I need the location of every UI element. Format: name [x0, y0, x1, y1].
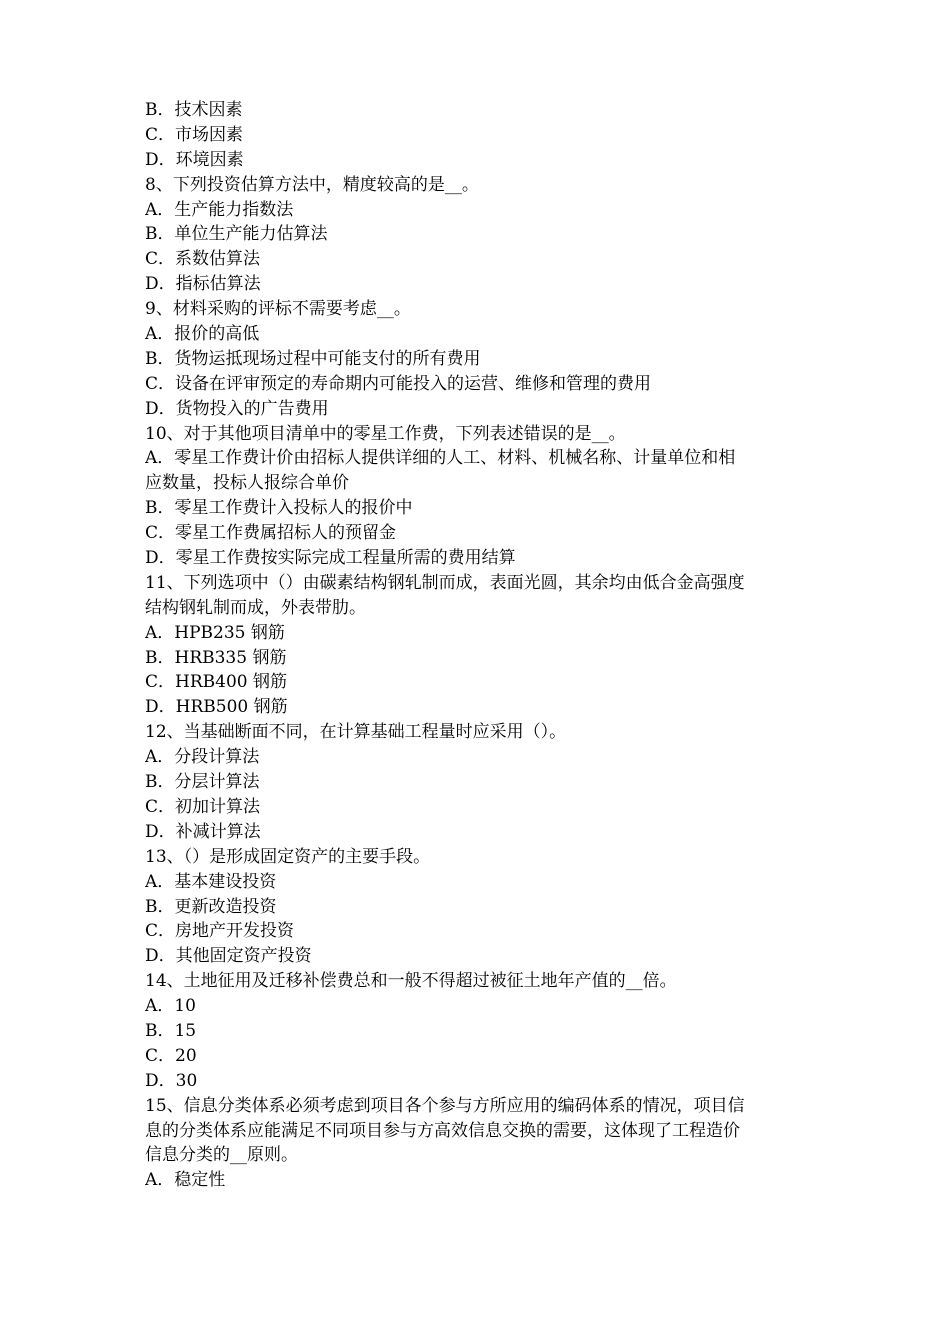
text-line: D．零星工作费按实际完成工程量所需的费用结算	[145, 548, 516, 569]
text-line: A．稳定性	[145, 1170, 226, 1191]
text-line: B．单位生产能力估算法	[145, 224, 328, 245]
text-line: C．零星工作费属招标人的预留金	[145, 523, 397, 544]
text-line: 信息分类的__原则。	[145, 1145, 298, 1166]
text-line: A．报价的高低	[145, 324, 260, 345]
text-line: 11、下列选项中（）由碳素结构钢轧制而成，表面光圆，其余均由低合金高强度	[145, 572, 745, 593]
text-line: C．HRB400 钢筋	[145, 672, 287, 693]
text-line: C．设备在评审预定的寿命期内可能投入的运营、维修和管理的费用	[145, 373, 652, 394]
text-line: D．货物投入的广告费用	[145, 398, 329, 419]
text-line: D．HRB500 钢筋	[145, 697, 288, 718]
text-line: C．市场因素	[145, 124, 244, 145]
document-body	[145, 98, 820, 1193]
text-line: C．20	[145, 1045, 197, 1066]
text-line: 12、当基础断面不同，在计算基础工程量时应采用（）。	[145, 722, 567, 743]
text-line: A．HPB235 钢筋	[145, 622, 285, 643]
text-line: 应数量，投标人报综合单价	[145, 473, 349, 494]
text-line: B．货物运抵现场过程中可能支付的所有费用	[145, 348, 481, 369]
text-line: 13、（）是形成固定资产的主要手段。	[145, 846, 431, 867]
text-line: D．30	[145, 1070, 198, 1091]
text-line: 息的分类体系应能满足不同项目参与方高效信息交换的需要，这体现了工程造价	[145, 1120, 740, 1141]
text-line: B．分层计算法	[145, 772, 260, 793]
text-line: D．环境因素	[145, 149, 244, 170]
text-line: A．10	[145, 996, 196, 1017]
text-line: A．基本建设投资	[145, 871, 277, 892]
text-line: B．零星工作费计入投标人的报价中	[145, 498, 413, 519]
text-line: C．系数估算法	[145, 249, 261, 270]
text-line: B．HRB335 钢筋	[145, 647, 287, 668]
text-line: A．分段计算法	[145, 747, 260, 768]
text-line: 8、下列投资估算方法中，精度较高的是__。	[145, 174, 479, 195]
text-line: 结构钢轧制而成，外表带肋。	[145, 597, 366, 618]
text-line: C．初加计算法	[145, 796, 261, 817]
text-line: 14、土地征用及迁移补偿费总和一般不得超过被征土地年产值的__倍。	[145, 971, 677, 992]
text-line: 9、材料采购的评标不需要考虑__。	[145, 299, 411, 320]
text-line: D．补减计算法	[145, 821, 261, 842]
text-line: 15、信息分类体系必须考虑到项目各个参与方所应用的编码体系的情况，项目信	[145, 1095, 745, 1116]
text-line: B．15	[145, 1020, 197, 1041]
text-line: A．零星工作费计价由招标人提供详细的人工、材料、机械名称、计量单位和相	[145, 448, 736, 469]
text-line: D．指标估算法	[145, 274, 261, 295]
text-line: D．其他固定资产投资	[145, 946, 312, 967]
text-line: C．房地产开发投资	[145, 921, 295, 942]
text-line: B．技术因素	[145, 100, 243, 120]
text-line: B．更新改造投资	[145, 896, 277, 917]
text-line: A．生产能力指数法	[145, 199, 294, 220]
text-line: 10、对于其他项目清单中的零星工作费，下列表述错误的是__。	[145, 423, 626, 444]
